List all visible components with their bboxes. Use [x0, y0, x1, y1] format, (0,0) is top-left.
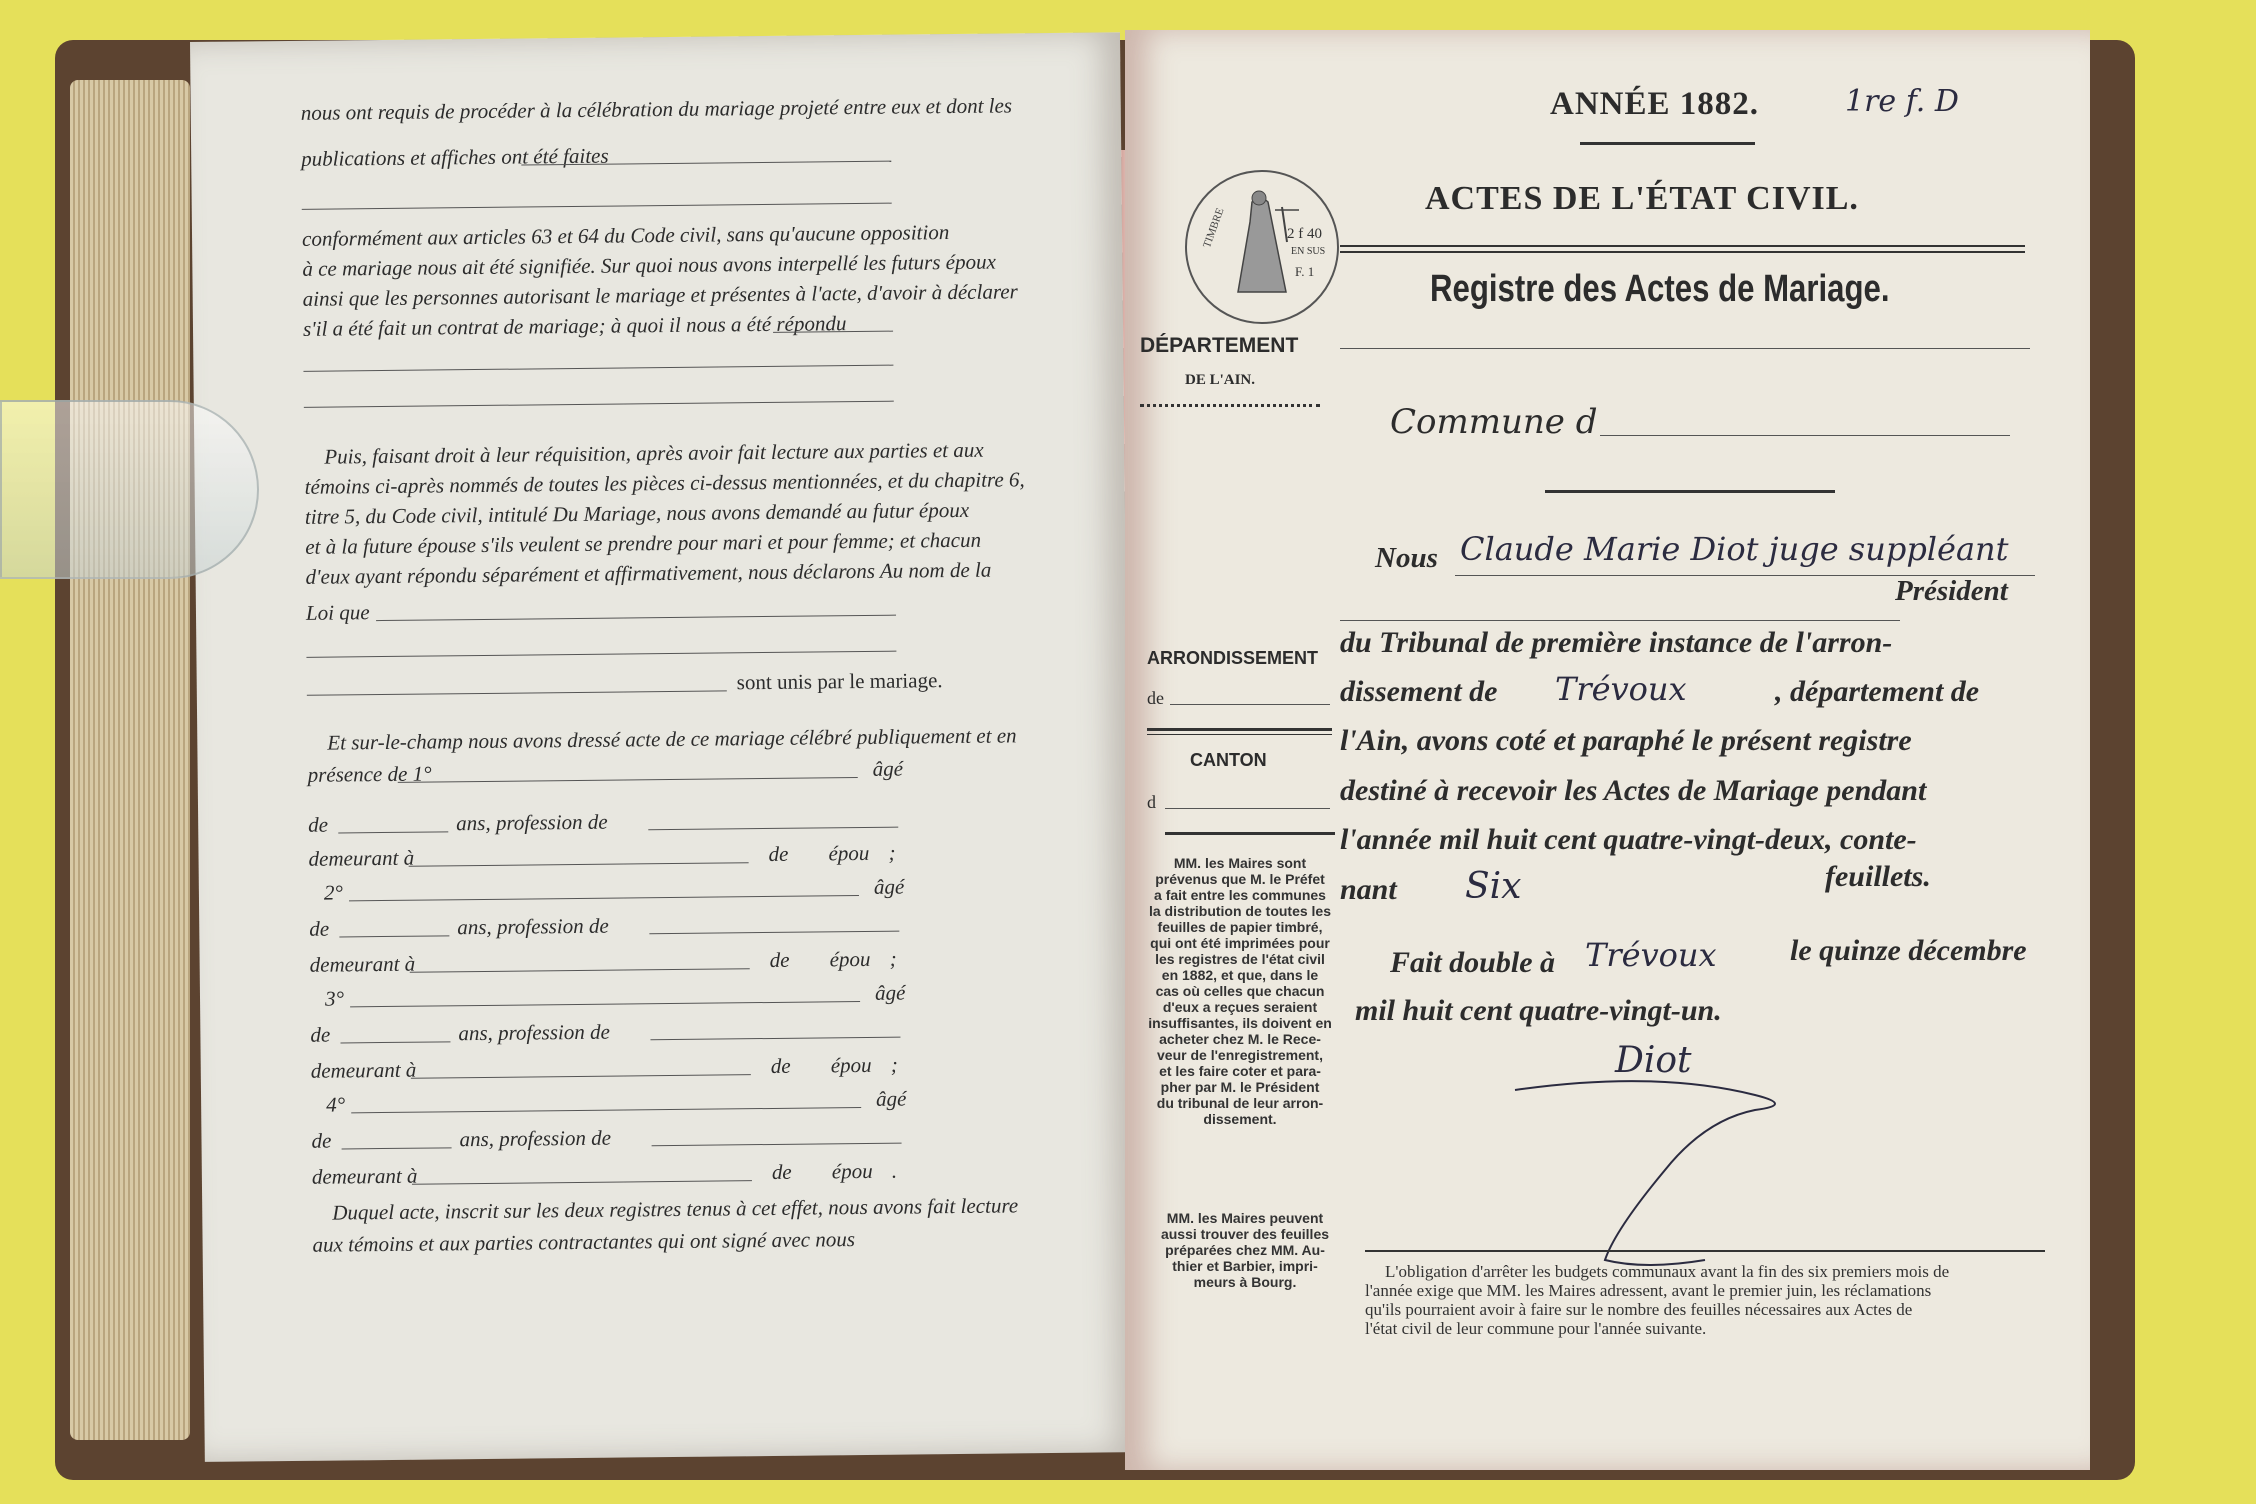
body-text: nant	[1340, 873, 1397, 906]
text-line: de	[310, 1022, 331, 1047]
stamp-price: 2 f 40	[1287, 226, 1322, 242]
glass-weight	[0, 400, 259, 579]
blank-line	[410, 968, 750, 973]
blank-line	[649, 931, 899, 935]
budget-footnote: L'obligation d'arrêter les budgets communaux avant la fin des six premiers mois de l'année exige que MM. les Maires adressent, avant le premier juin, les réclamations qu'ils pourraient avoir à faire sur le nombre des feuilles nécessaires aux Actes de l'état civil de leur commune pour l'année suivante.	[1365, 1262, 1950, 1338]
text-line: ;	[888, 840, 896, 865]
tax-stamp	[1185, 170, 1339, 324]
canton-d: d	[1147, 792, 1156, 812]
departement-value: DE L'AIN.	[1185, 372, 1256, 388]
text-line: Puis, faisant droit à leur réquisition, après avoir fait lecture aux parties et aux	[324, 437, 984, 469]
text-line: de	[771, 1159, 792, 1184]
text-line: titre 5, du Code civil, intitulé Du Mariage, nous avons demandé au futur époux	[304, 497, 970, 529]
text-line: Duquel acte, inscrit sur les deux registres tenus à cet effet, nous avons fait lecture	[332, 1193, 1019, 1225]
blank-line	[1600, 435, 2010, 436]
text-line: 4°	[326, 1092, 346, 1117]
blank-line	[1165, 808, 1330, 809]
text-line: ;	[890, 1052, 898, 1077]
text-line: ans, profession de	[456, 809, 608, 836]
body-text: , département de	[1775, 675, 1980, 708]
register-subtitle: Registre des Actes de Mariage.	[1430, 268, 1890, 310]
stamp-text: EN SUS	[1291, 246, 1326, 257]
blank-line	[376, 615, 896, 621]
left-page	[190, 32, 1135, 1462]
body-text: l'Ain, avons coté et paraphé le présent registre	[1340, 724, 1912, 757]
ornament-rule	[1545, 490, 1835, 493]
body-text: l'année mil huit cent quatre-vingt-deux, conte-	[1340, 823, 1917, 856]
right-page	[1125, 30, 2090, 1470]
blank-line	[306, 651, 896, 658]
text-line: .	[891, 1158, 898, 1183]
blank-line	[304, 401, 894, 408]
blank-line	[411, 1074, 751, 1079]
text-line: épou	[831, 1158, 873, 1184]
blank-line	[338, 831, 448, 833]
text-line: d'eux ayant répondu séparément et affirmativement, nous déclarons Au nom de la	[305, 557, 992, 589]
commune-label: Commune d	[1390, 402, 1598, 442]
text-line: témoins ci-après nommés de toutes les pièces ci-dessus mentionnées, et du chapitre 6,	[304, 467, 1025, 499]
blank-line	[1170, 704, 1330, 705]
maires-note: MM. les Maires sont prévenus que M. le Préfet a fait entre les communes la distribution de toutes les feuilles de papier timbré, qui ont été imprimées pour les registres de l'état civil en 1882, et que, dans le cas où celles que chacun d'eux a reçues seraient insuffisantes, ils doivent en acheter chez M. le Rece- veur de l'enregistrement, et les faire coter et para- pher par M. le Président du tribunal de leur arron- dissement.	[1148, 855, 1332, 1127]
fait-text: mil huit cent quatre-vingt-un.	[1355, 994, 1722, 1027]
text-line: demeurant à	[311, 1163, 418, 1189]
body-text: destiné à recevoir les Actes de Mariage pendant	[1340, 774, 1927, 807]
text-line: de	[311, 1128, 332, 1153]
text-line: ans, profession de	[457, 913, 609, 940]
body-text: feuillets.	[1825, 860, 1931, 893]
blank-line	[302, 203, 892, 210]
stamp-text: TIMBRE	[1201, 206, 1227, 250]
nous-label: Nous	[1375, 542, 1438, 574]
text-line: ;	[889, 946, 897, 971]
text-line: Et sur-le-champ nous avons dressé acte de ce mariage célébré publiquement et en	[327, 723, 1017, 755]
arrondissement-label: ARRONDISSEMENT	[1147, 648, 1319, 668]
blank-line	[350, 1001, 860, 1007]
text-line: épou	[830, 1052, 872, 1078]
text-line: publications et affiches ont été faites	[301, 143, 609, 171]
text-line: âgé	[874, 980, 906, 1005]
text-line: demeurant à	[310, 1057, 417, 1083]
fait-text: Fait double à	[1390, 946, 1556, 979]
blank-line	[398, 777, 858, 783]
text-line: aux témoins et aux parties contractantes qui ont signé avec nous	[312, 1227, 856, 1257]
text-line: de	[308, 812, 329, 837]
blank-line	[342, 1147, 452, 1149]
year-heading: ANNÉE 1882.	[1550, 86, 1760, 122]
ornament-rule	[1147, 728, 1332, 731]
imprimeurs-note: MM. les Maires peuvent aussi trouver des feuilles préparées chez MM. Au- thier et Barbier, impri- meurs à Bourg.	[1160, 1210, 1330, 1290]
handwritten-folio: 1re f. D	[1845, 84, 1959, 119]
blank-line	[648, 827, 898, 831]
blank-line	[412, 1180, 752, 1185]
text-line: ans, profession de	[459, 1125, 612, 1152]
text-line: âgé	[873, 874, 905, 899]
text-line: de	[768, 841, 789, 866]
fait-text: le quinze décembre	[1790, 934, 2027, 967]
departement-label: DÉPARTEMENT	[1140, 334, 1299, 357]
text-line: nous ont requis de procéder à la célébration du mariage projeté entre eux et dont les	[300, 93, 1013, 125]
text-line: de	[309, 916, 330, 941]
handwritten-name: Claude Marie Diot juge suppléant	[1460, 530, 2009, 568]
blank-line	[409, 862, 749, 867]
text-line: conformément aux articles 63 et 64 du Code civil, sans qu'aucune opposition	[301, 220, 950, 251]
text-line: épou	[828, 840, 870, 866]
stamp-text: F. 1	[1295, 264, 1315, 279]
body-text: du Tribunal de première instance de l'arron-	[1340, 626, 1893, 659]
text-line: de	[770, 1053, 791, 1078]
text-line: s'il a été fait un contrat de mariage; à quoi il nous a été répondu	[302, 311, 847, 341]
blank-line	[303, 365, 893, 372]
text-line: demeurant à	[308, 845, 415, 871]
text-line: Loi que	[305, 600, 370, 625]
ornament-rule	[1165, 832, 1335, 835]
ornament-rule	[1580, 142, 1755, 145]
blank-line	[1340, 348, 2030, 349]
ornament-rule	[1140, 404, 1320, 407]
text-line: âgé	[875, 1086, 907, 1111]
text-line: et à la future épouse s'ils veulent se prendre pour mari et pour femme; et chacun	[305, 527, 982, 559]
blank-line	[652, 1143, 902, 1147]
text-line: de	[769, 947, 790, 972]
blank-line	[340, 1041, 450, 1043]
text-line: ans, profession de	[458, 1019, 610, 1046]
text-line: 3°	[324, 986, 345, 1011]
blank-line	[650, 1037, 900, 1041]
text-line: âgé	[872, 756, 904, 781]
text-line: sont unis par le mariage.	[736, 668, 943, 695]
footer-rule	[1365, 1250, 2045, 1252]
blank-line	[1340, 620, 1900, 621]
signature: Diot	[1615, 1040, 1692, 1081]
register-title: ACTES DE L'ÉTAT CIVIL.	[1425, 180, 1859, 217]
blank-line	[351, 1107, 861, 1113]
title-rule	[1340, 251, 2025, 253]
ornament-rule	[1147, 734, 1332, 735]
text-line: épou	[829, 946, 871, 972]
blank-line	[349, 895, 859, 901]
signature-flourish	[1505, 1040, 1825, 1270]
blank-line	[307, 690, 727, 695]
text-line: demeurant à	[309, 951, 416, 977]
text-line: ainsi que les personnes autorisant le mariage et présentes à l'acte, d'avoir à déclarer	[302, 279, 1018, 311]
arrondissement-de: de	[1147, 688, 1164, 708]
canton-label: CANTON	[1190, 750, 1267, 770]
body-text: dissement de	[1340, 675, 1498, 708]
title-rule	[1340, 245, 2025, 247]
page-edges	[70, 80, 190, 1440]
handwritten-count: Six	[1465, 866, 1522, 907]
text-line: à ce mariage nous ait été signifiée. Sur quoi nous avons interpellé les futurs époux	[302, 249, 996, 281]
blank-line	[339, 935, 449, 937]
handwritten-place: Trévoux	[1555, 670, 1687, 708]
text-line: 2°	[323, 880, 343, 905]
handwritten-place: Trévoux	[1585, 936, 1717, 974]
president-label: Président	[1895, 575, 2008, 607]
text-line: présence de 1°	[307, 761, 432, 787]
